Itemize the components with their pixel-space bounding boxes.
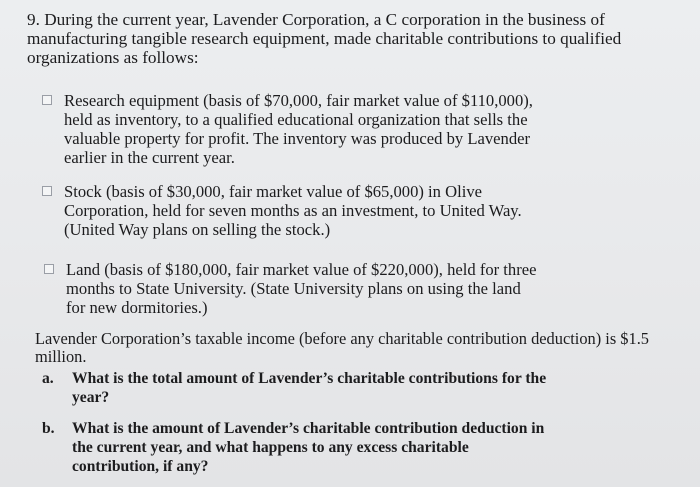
question-label: b. bbox=[42, 420, 55, 437]
taxable-income-statement: Lavender Corporation’s taxable income (before any charitable contribution deduction) is $1.5 million. bbox=[35, 329, 649, 366]
contribution-item-text: Stock (basis of $30,000, fair market value of $65,000) in Olive Corporation, held for seven months as an investment, to United Way. (United Way plans on selling the stock.) bbox=[64, 182, 522, 239]
checkbox-icon[interactable] bbox=[44, 264, 54, 274]
question-text: What is the total amount of Lavender’s charitable contributions for the year? bbox=[72, 370, 547, 406]
question-label: a. bbox=[42, 370, 54, 387]
checkbox-icon[interactable] bbox=[42, 95, 52, 105]
question-text: What is the amount of Lavender’s charitable contribution deduction in the current year, and what happens to any excess charitable contribution, if any? bbox=[72, 420, 545, 475]
contribution-item-text: Land (basis of $180,000, fair market value of $220,000), held for three months to State University. (State University plans on using the land for new dormitories.) bbox=[66, 260, 537, 317]
problem-intro: 9. During the current year, Lavender Corporation, a C corporation in the business of manufacturing tangible research equipment, made charitable contributions to qualified organizations as follows: bbox=[27, 10, 622, 67]
checkbox-icon[interactable] bbox=[42, 186, 52, 196]
contribution-item-text: Research equipment (basis of $70,000, fair market value of $110,000), held as inventory, to a qualified educational organization that sells the valuable property for profit. The inventory was produced by Lavender earlier in the current year. bbox=[64, 91, 533, 167]
